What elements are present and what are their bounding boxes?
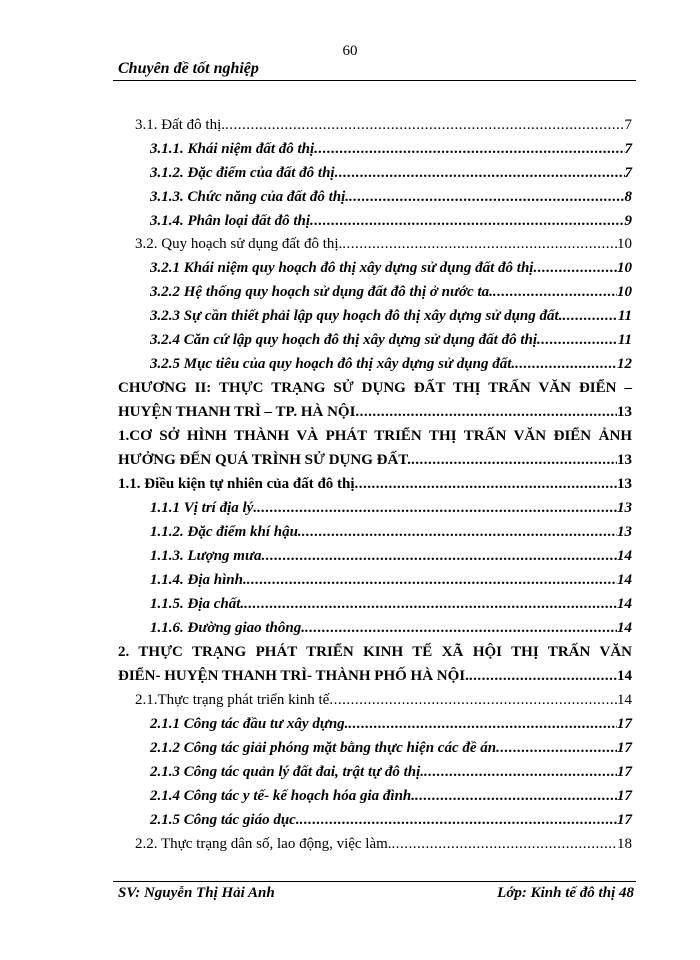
- toc-label: HUYỆN THANH TRÌ – TP. HÀ NỘI: [118, 404, 356, 420]
- toc-page: 9: [624, 213, 632, 229]
- toc-entry: [150, 811, 632, 829]
- toc-page: 7: [624, 165, 632, 181]
- toc-page: 8: [624, 189, 632, 205]
- toc-label: 1.1.5. Địa chất.: [150, 596, 245, 612]
- toc-page: 17: [617, 764, 632, 780]
- toc-label: 3.1.2. Đặc điểm của đất đô thị: [150, 165, 335, 181]
- toc-leader: [335, 164, 625, 182]
- toc-label: 2.1.Thực trạng phát triển kinh tế: [135, 692, 330, 708]
- toc-entry: [150, 164, 632, 182]
- toc-entry: [150, 499, 632, 517]
- footer-student: SV: Nguyễn Thị Hải Anh: [118, 885, 275, 901]
- toc-leader: [348, 715, 617, 733]
- toc-page: 14: [617, 596, 632, 612]
- toc-entry: [118, 451, 632, 469]
- toc-label: 3.2.2 Hệ thống quy hoạch sử dụng đất đô thị ở nước ta.: [150, 284, 493, 300]
- toc-entry: [150, 188, 632, 206]
- toc-leader: [411, 451, 617, 469]
- toc-page: 13: [617, 476, 632, 492]
- toc-page: 7: [624, 141, 632, 157]
- toc-label: 2.2. Thực trạng dân số, lao động, việc làm.: [135, 836, 392, 852]
- toc-label: 3.2.4 Căn cứ lập quy hoạch đô thị xây dựng sử dụng đất đô thị: [150, 332, 538, 348]
- toc-leader: [244, 595, 617, 613]
- toc-leader: [261, 547, 617, 565]
- toc-leader: [349, 188, 624, 206]
- toc-page: 14: [617, 620, 632, 636]
- toc-leader: [302, 523, 617, 541]
- toc-label: 3.1.3. Chức năng của đất đô thị.: [150, 189, 350, 205]
- toc-page: 13: [617, 500, 632, 516]
- toc-leader: [329, 691, 617, 709]
- toc-leader: [515, 355, 617, 373]
- toc-page: 11: [617, 332, 632, 348]
- chapter-heading-line: CHƯƠNG II: THỰC TRẠNG SỬ DỤNG ĐẤT THỊ TRẤN VĂN ĐIỂN –: [118, 380, 632, 396]
- toc-page: 10: [617, 284, 632, 300]
- toc-entry: [118, 403, 632, 421]
- toc-page: 7: [624, 117, 632, 133]
- toc-leader: [300, 811, 617, 829]
- toc-label: 2.1.1 Công tác đầu tư xây dựng.: [150, 716, 349, 732]
- toc-entry: [150, 547, 632, 565]
- toc-entry: [150, 571, 632, 589]
- toc-page: 17: [617, 716, 632, 732]
- toc-page: 17: [617, 788, 632, 804]
- toc-entry: [118, 475, 632, 493]
- toc-leader: [225, 116, 625, 134]
- toc-label: 3.2.3 Sự cần thiết phải lập quy hoạch đô thị xây dựng sử dụng đất.: [150, 308, 563, 324]
- toc-entry: [150, 595, 632, 613]
- toc-leader: [424, 763, 617, 781]
- toc-page: 14: [617, 572, 632, 588]
- toc-entry: [150, 787, 632, 805]
- toc-entry: [135, 235, 632, 253]
- toc-page: 13: [617, 524, 632, 540]
- page-number: 60: [342, 43, 358, 59]
- toc-leader: [314, 140, 624, 158]
- toc-leader: [469, 667, 617, 685]
- toc-leader: [533, 259, 617, 277]
- toc-page: 12: [617, 356, 632, 372]
- toc-label: 2.1.3 Công tác quản lý đất đai, trật tự đô thị.: [150, 764, 425, 780]
- toc-label: 3.2.1 Khái niệm quy hoạch đô thị xây dựng sử dụng đất đô thị: [150, 260, 534, 276]
- toc-label: 1.1.2. Đặc điểm khí hậu.: [150, 524, 302, 540]
- toc-label: 3.1. Đất đô thị.: [135, 117, 225, 133]
- toc-leader: [247, 571, 617, 589]
- toc-leader: [496, 739, 617, 757]
- toc-label: 2.1.5 Công tác giáo dục.: [150, 812, 300, 828]
- toc-page: 14: [617, 548, 632, 564]
- toc-entry: [150, 307, 632, 325]
- footer-class: Lớp: Kinh tế đô thị 48: [497, 885, 634, 901]
- footer-rule: [113, 881, 636, 882]
- toc-page: 11: [617, 308, 632, 324]
- toc-leader: [562, 307, 617, 325]
- toc-label: 1.1.3. Lượng mưa: [150, 548, 262, 564]
- toc-label: 2.1.4 Công tác y tế- kế hoạch hóa gia đình.: [150, 788, 416, 804]
- toc-label: HƯỞNG ĐẾN QUÁ TRÌNH SỬ DỤNG ĐẤT.: [118, 452, 411, 468]
- toc-leader: [415, 787, 617, 805]
- toc-page: 14: [617, 692, 632, 708]
- toc-label: 1.1. Điều kiện tự nhiên của đất đô thị: [118, 476, 355, 492]
- toc-entry: [150, 739, 632, 757]
- toc-label: 3.1.4. Phân loại đất đô thị: [150, 213, 311, 229]
- toc-page: 10: [617, 260, 632, 276]
- toc-leader: [257, 499, 617, 517]
- toc-entry: [150, 619, 632, 637]
- toc-leader: [537, 331, 618, 349]
- section-heading-line: 1.CƠ SỞ HÌNH THÀNH VÀ PHÁT TRIỂN THỊ TRẤN VĂN ĐIỂN ẢNH: [118, 428, 632, 444]
- toc-entry: [150, 283, 632, 301]
- toc-entry: [135, 116, 632, 134]
- toc-label: 2.1.2 Công tác giải phóng mặt bằng thực hiện các đề án: [150, 740, 497, 756]
- toc-page: 10: [617, 236, 632, 252]
- toc-label: 3.1.1. Khái niệm đất đô thị: [150, 141, 315, 157]
- header-title: Chuyên đề tốt nghiệp: [118, 60, 259, 77]
- toc-label: 1.1.1 Vị trí địa lý.: [150, 500, 258, 516]
- toc-entry: [135, 835, 632, 853]
- toc-leader: [493, 283, 617, 301]
- toc-entry: [150, 259, 632, 277]
- toc-entry: [135, 691, 632, 709]
- toc-page: 13: [617, 404, 632, 420]
- toc-leader: [355, 403, 617, 421]
- toc-page: 18: [617, 836, 632, 852]
- toc-leader: [305, 619, 617, 637]
- toc-entry: [150, 763, 632, 781]
- toc-leader: [310, 212, 624, 230]
- toc-leader: [355, 475, 617, 493]
- toc-leader: [392, 835, 617, 853]
- toc-label: 3.2.5 Mục tiêu của quy hoạch đô thị xây dựng sử dụng đất.: [150, 356, 516, 372]
- toc-entry: [150, 140, 632, 158]
- toc-entry: [150, 355, 632, 373]
- toc-page: 17: [617, 740, 632, 756]
- toc-page: 13: [617, 452, 632, 468]
- section-heading-line: 2. THỰC TRẠNG PHÁT TRIỂN KINH TẾ XÃ HỘI THỊ TRẤN VĂN: [118, 644, 632, 660]
- toc-leader: [342, 235, 617, 253]
- toc-entry: [150, 523, 632, 541]
- toc-entry: [150, 212, 632, 230]
- toc-label: 1.1.6. Đường giao thông.: [150, 620, 305, 636]
- toc-entry: [150, 715, 632, 733]
- toc-label: ĐIỂN- HUYỆN THANH TRÌ- THÀNH PHỐ HÀ NỘI.: [118, 668, 469, 684]
- toc-entry: [150, 331, 632, 349]
- toc-label: 3.2. Quy hoạch sử dụng đất đô thị.: [135, 236, 343, 252]
- toc-label: 1.1.4. Địa hình.: [150, 572, 247, 588]
- toc-entry: [118, 667, 632, 685]
- toc-page: 17: [617, 812, 632, 828]
- toc-page: 14: [617, 668, 632, 684]
